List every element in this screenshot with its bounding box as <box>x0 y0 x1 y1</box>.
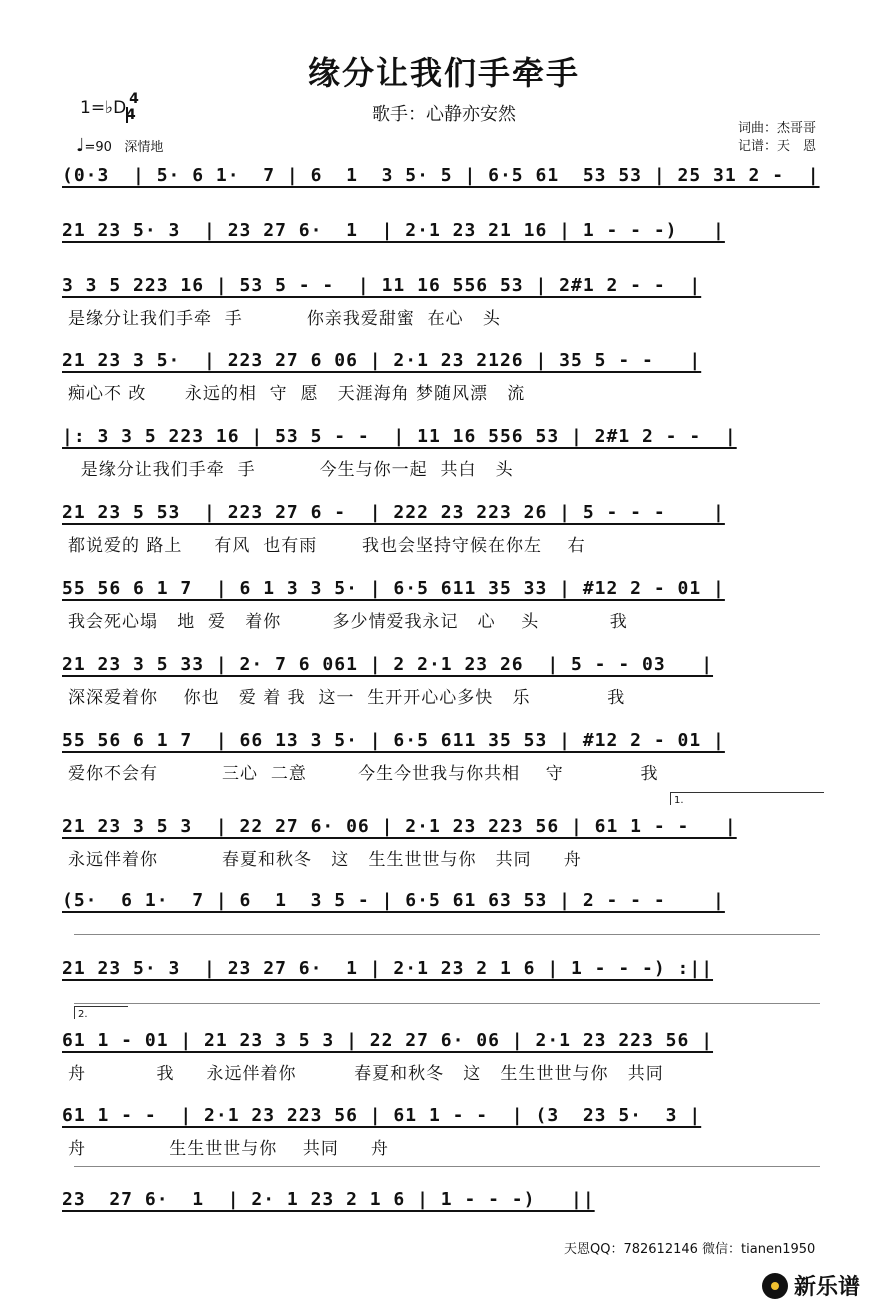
singer-line: 歌手：心静亦安然 <box>372 104 516 125</box>
time-signature-top: 4 <box>129 91 139 107</box>
score-line-11 <box>62 888 832 914</box>
lyric-line-4: 痴心不 改 永远的相 守 愿 天涯海角 梦随风漂 流 <box>68 384 526 404</box>
notes: 21 23 3 5· | 223 27 6 06 | 2·1 23 2126 | 35 5 - - | <box>62 350 702 371</box>
tempo-marking <box>76 135 163 156</box>
lyric-line-13: 舟 我 永远伴着你 春夏和秋冬 这 生生世世与你 共同 <box>68 1064 664 1084</box>
notes: 21 23 5· 3 | 23 27 6· 1 | 2·1 23 2 1 6 | 1 - - -) :|| <box>62 958 714 979</box>
notes: 21 23 5· 3 | 23 27 6· 1 | 2·1 23 21 16 | 1 - - -) | <box>62 220 725 241</box>
score-line-13 <box>62 1028 832 1054</box>
notes: (5· 6 1· 7 | 6 1 3 5 - | 6·5 61 63 53 | 2 - - - | <box>62 890 725 911</box>
vinyl-disc-icon <box>762 1273 788 1299</box>
volta-1: 1. <box>670 792 824 805</box>
lyric-line-9: 爱你不会有 三心 二意 今生今世我与你共相 守 我 <box>68 764 659 784</box>
tempo-value: =90 <box>84 140 112 155</box>
lyricist-composer: 词曲：杰哥哥 <box>738 121 817 136</box>
lyric-line-8: 深深爱着你 你也 爱 着 我 这一 生开开心心多快 乐 我 <box>68 688 626 708</box>
brand-logo[interactable] <box>762 1270 860 1301</box>
contact-info: 天恩QQ：782612146 微信：tianen1950 <box>564 1242 816 1257</box>
score-line-10 <box>62 814 832 840</box>
song-title: 缘分让我们手牵手 <box>307 54 580 92</box>
score-line-15 <box>62 1187 832 1213</box>
divider <box>74 1166 820 1167</box>
lyric-line-14: 舟 生生世世与你 共同 舟 <box>68 1139 389 1159</box>
notes: 21 23 5 53 | 223 27 6 - | 222 23 223 26 | 5 - - - | <box>62 502 725 523</box>
credits <box>738 120 816 156</box>
score-line-7 <box>62 576 832 602</box>
score-line-6 <box>62 500 832 526</box>
notes: 55 56 6 1 7 | 66 13 3 5· | 6·5 611 35 53 | #12 2 - 01 | <box>62 730 725 751</box>
notes: 3 3 5 223 16 | 53 5 - - | 11 16 556 53 | 2#1 2 - - | <box>62 275 702 296</box>
score-line-5 <box>62 424 832 450</box>
score-line-4 <box>62 348 832 374</box>
time-signature <box>126 91 142 123</box>
score-line-3 <box>62 273 832 299</box>
notes: 21 23 3 5 3 | 22 27 6· 06 | 2·1 23 223 56 | 61 1 - - | <box>62 816 737 837</box>
score-line-1 <box>62 163 832 189</box>
notes: 61 1 - 01 | 21 23 3 5 3 | 22 27 6· 06 | 2·1 23 223 56 | <box>62 1030 714 1051</box>
score-line-8 <box>62 652 832 678</box>
notes: (0·3 | 5· 6 1· 7 | 6 1 3 5· 5 | 6·5 61 53 53 | 25 31 2 - | <box>62 165 820 186</box>
lyric-line-7: 我会死心塌 地 爱 着你 多少情爱我永记 心 头 我 <box>68 612 628 632</box>
score-line-12 <box>62 956 832 982</box>
score-line-9 <box>62 728 832 754</box>
mood-marking: 深情地 <box>124 140 164 155</box>
time-signature-bottom: 4 <box>126 107 136 123</box>
score-line-14 <box>62 1103 832 1129</box>
divider <box>74 1003 820 1004</box>
quarter-note-icon: ♩ <box>76 135 85 156</box>
notes: 23 27 6· 1 | 2· 1 23 2 1 6 | 1 - - -) || <box>62 1189 595 1210</box>
volta-2: 2. <box>74 1006 128 1019</box>
transcriber: 记谱：天 恩 <box>738 139 817 154</box>
lyric-line-3: 是缘分让我们手牵 手 你亲我爱甜蜜 在心 头 <box>68 309 501 329</box>
notes: 61 1 - - | 2·1 23 223 56 | 61 1 - - | (3 23 5· 3 | <box>62 1105 702 1126</box>
lyric-line-6: 都说爱的 路上 有风 也有雨 我也会坚持守候在你左 右 <box>68 536 586 556</box>
score-line-2 <box>62 218 832 244</box>
key-signature: 1=♭D <box>80 98 127 118</box>
brand-name: 新乐谱 <box>794 1275 861 1300</box>
notes: 21 23 3 5 33 | 2· 7 6 061 | 2 2·1 23 26 | 5 - - 03 | <box>62 654 714 675</box>
divider <box>74 934 820 935</box>
notes: |: 3 3 5 223 16 | 53 5 - - | 11 16 556 53 | 2#1 2 - - | <box>62 426 737 447</box>
notes: 55 56 6 1 7 | 6 1 3 3 5· | 6·5 611 35 33 | #12 2 - 01 | <box>62 578 725 599</box>
lyric-line-5: 是缘分让我们手牵 手 今生与你一起 共白 头 <box>68 460 514 480</box>
lyric-line-10: 永远伴着你 春夏和秋冬 这 生生世世与你 共同 舟 <box>68 850 582 870</box>
